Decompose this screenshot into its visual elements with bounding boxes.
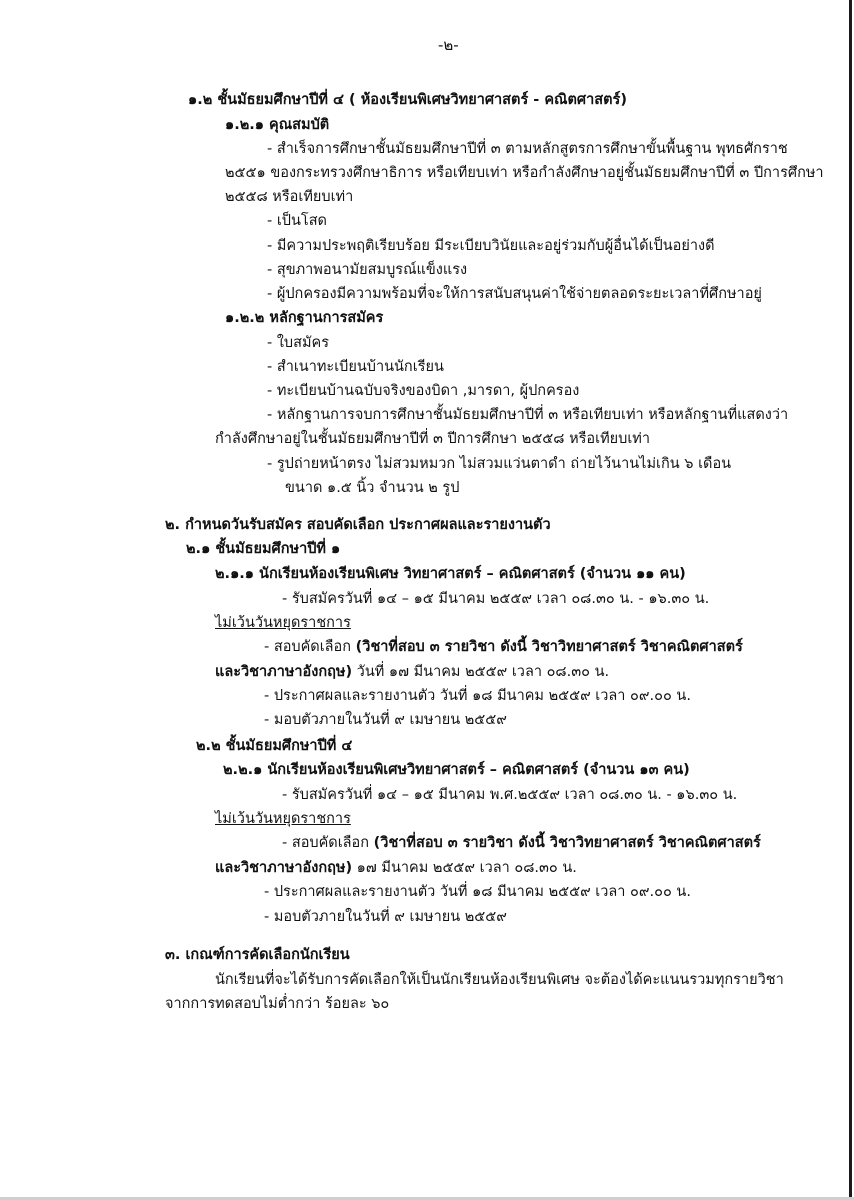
m4-exam-subjects: (วิชาที่สอบ ๓ รายวิชา ดังนี้ วิชาวิทยาศาสตร์ วิชาคณิตศาสตร์ [373, 835, 761, 851]
m1-handover: - มอบตัวภายในวันที่ ๙ เมษายน ๒๕๕๙ [264, 712, 507, 728]
document-item: - สำเนาทะเบียนบ้านนักเรียน [267, 359, 444, 375]
qualification-item: - เป็นโสด [267, 213, 327, 229]
m4-exam-line-1 [282, 833, 761, 853]
m4-holiday-note: ไม่เว้นวันหยุดราชการ [215, 811, 351, 827]
m1-program-heading: ๒.๑.๑ นักเรียนห้องเรียนพิเศษ วิทยาศาสตร์ – คณิตศาสตร์ (จำนวน ๑๑ คน) [215, 566, 686, 582]
m4-application-dates: - รับสมัครวันที่ ๑๔ – ๑๕ มีนาคม พ.ศ.๒๕๕๙ เวลา ๐๘.๓๐ น. - ๑๖.๓๐ น. [282, 787, 738, 803]
criteria-line-2: จากการทดสอบไม่ต่ำกว่า ร้อยละ ๖๐ [165, 996, 390, 1012]
qualification-item: - มีความประพฤติเรียบร้อย มีระเบียบวินัยและอยู่ร่วมกับผู้อื่นได้เป็นอย่างดี [267, 238, 715, 254]
qualification-text-line-3: ๒๕๕๘ หรือเทียบเท่า [225, 189, 354, 205]
document-photo-line-1: - รูปถ่ายหน้าตรง ไม่สวมหมวก ไม่สวมแว่นตาดำ ถ่ายไว้นานไม่เกิน ๖ เดือน [267, 456, 732, 472]
m1-holiday-note: ไม่เว้นวันหยุดราชการ [215, 615, 351, 631]
m1-exam-date: วันที่ ๑๗ มีนาคม ๒๕๕๙ เวลา ๐๘.๓๐ น. [352, 664, 610, 680]
m4-exam-line-2 [215, 858, 577, 878]
m1-announcement: - ประกาศผลและรายงานตัว วันที่ ๑๘ มีนาคม ๒๕๕๙ เวลา ๐๙.๐๐ น. [264, 688, 691, 704]
m4-exam-date: ๑๗ มีนาคม ๒๕๕๙ เวลา ๐๘.๓๐ น. [352, 860, 577, 876]
m1-heading: ๒.๑ ชั้นมัธยมศึกษาปีที่ ๑ [186, 541, 341, 557]
m1-exam-label: - สอบคัดเลือก [264, 639, 356, 655]
qualification-heading: ๑.๒.๑ คุณสมบัติ [225, 117, 330, 133]
scan-edge-right [849, 0, 852, 1200]
document-photo-line-2: ขนาด ๑.๕ นิ้ว จำนวน ๒ รูป [285, 480, 460, 496]
qualification-text-line-1: - สำเร็จการศึกษาชั้นมัธยมศึกษาปีที่ ๓ ตามหลักสูตรการศึกษาขั้นพื้นฐาน พุทธศักราช [267, 141, 788, 157]
criteria-line-1: นักเรียนที่จะได้รับการคัดเลือกให้เป็นนักเรียนห้องเรียนพิเศษ จะต้องได้คะแนนรวมทุกรายวิชา [215, 972, 784, 988]
qualification-item: - ผู้ปกครองมีความพร้อมที่จะให้การสนับสนุนค่าใช้จ่ายตลอดระยะเวลาที่ศึกษาอยู่ [267, 286, 762, 302]
m4-announcement: - ประกาศผลและรายงานตัว วันที่ ๑๘ มีนาคม ๒๕๕๙ เวลา ๐๙.๐๐ น. [264, 884, 691, 900]
document-item: - ใบสมัคร [267, 335, 330, 351]
document-item: - ทะเบียนบ้านฉบับจริงของบิดา ,มารดา, ผู้ปกครอง [267, 383, 580, 399]
m4-heading: ๒.๒ ชั้นมัธยมศึกษาปีที่ ๔ [196, 738, 353, 754]
page-number: -๒- [438, 36, 459, 54]
m1-exam-line-2 [215, 662, 609, 682]
m4-handover: - มอบตัวภายในวันที่ ๙ เมษายน ๒๕๕๙ [264, 909, 507, 925]
section-1-2-heading: ๑.๒ ชั้นมัธยมศึกษาปีที่ ๔ ( ห้องเรียนพิเศษวิทยาศาสตร์ - คณิตศาสตร์) [188, 92, 627, 108]
documents-heading: ๑.๒.๒ หลักฐานการสมัคร [225, 310, 384, 326]
section-2-heading: ๒. กำหนดวันรับสมัคร สอบคัดเลือก ประกาศผลและรายงานตัว [165, 517, 551, 533]
m1-exam-subjects-cont: และวิชาภาษาอังกฤษ) [215, 664, 353, 680]
m4-program-heading: ๒.๒.๑ นักเรียนห้องเรียนพิเศษวิทยาศาสตร์ – คณิตศาสตร์ (จำนวน ๑๓ คน) [223, 762, 690, 778]
m4-exam-label: - สอบคัดเลือก [282, 835, 374, 851]
m1-application-dates: - รับสมัครวันที่ ๑๔ – ๑๕ มีนาคม ๒๕๕๙ เวลา ๐๘.๓๐ น. - ๑๖.๓๐ น. [282, 591, 710, 607]
qualification-text-line-2: ๒๕๕๑ ของกระทรวงศึกษาธิการ หรือเทียบเท่า หรือกำลังศึกษาอยู่ชั้นมัธยมศึกษาปีที่ ๓ ปีการศึกษา [225, 165, 824, 181]
m4-exam-subjects-cont: และวิชาภาษาอังกฤษ) [215, 860, 353, 876]
m1-exam-line-1 [264, 637, 743, 657]
section-3-heading: ๓. เกณฑ์การคัดเลือกนักเรียน [165, 947, 350, 963]
document-certificate-line-2: กำลังศึกษาอยู่ในชั้นมัธยมศึกษาปีที่ ๓ ปีการศึกษา ๒๕๕๘ หรือเทียบเท่า [215, 431, 650, 447]
document-certificate-line-1: - หลักฐานการจบการศึกษาชั้นมัธยมศึกษาปีที่ ๓ หรือเทียบเท่า หรือหลักฐานที่แสดงว่า [267, 407, 789, 423]
m1-exam-subjects: (วิชาที่สอบ ๓ รายวิชา ดังนี้ วิชาวิทยาศาสตร์ วิชาคณิตศาสตร์ [355, 639, 743, 655]
qualification-item: - สุขภาพอนามัยสมบูรณ์แข็งแรง [267, 262, 468, 278]
